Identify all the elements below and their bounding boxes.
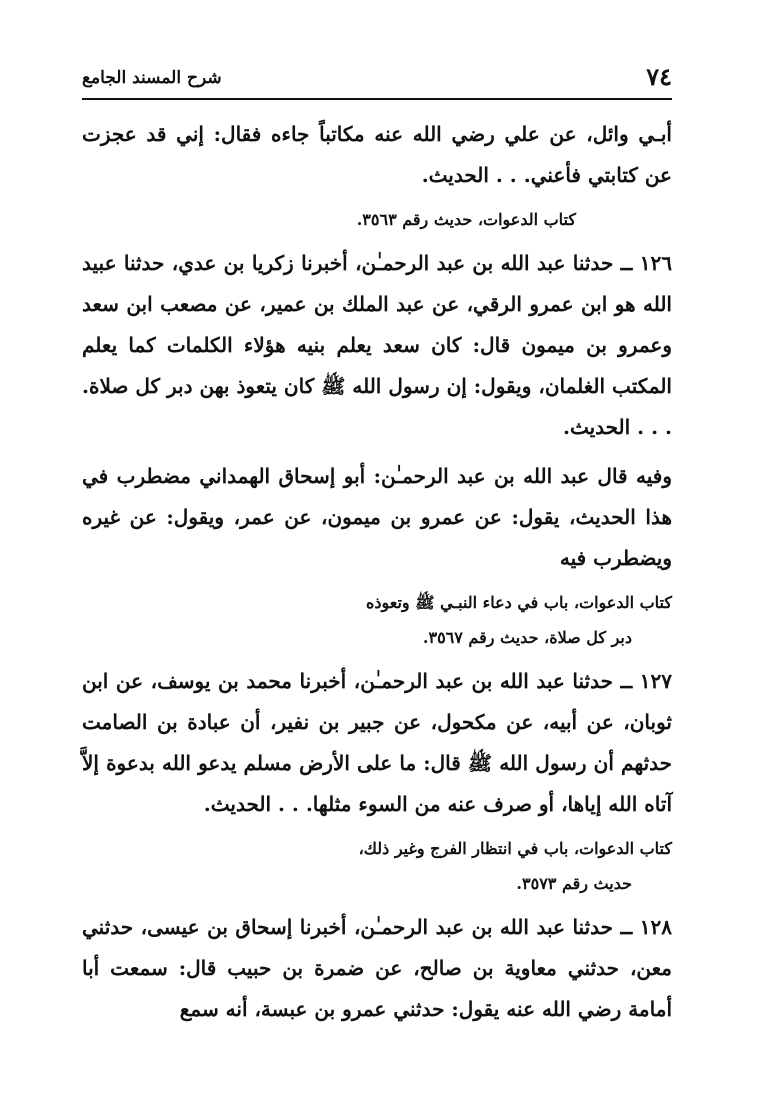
source-reference-line: كتاب الدعوات، باب في انتظار الفرج وغير ذلك، <box>358 839 672 858</box>
book-page <box>82 58 672 1030</box>
source-reference-line: كتاب الدعوات، باب في دعاء النبـي ﷺ وتعوذه <box>365 593 672 612</box>
source-reference <box>82 202 672 237</box>
source-reference <box>82 585 672 655</box>
running-header <box>82 58 672 100</box>
book-title: شرح المسند الجامع <box>82 68 222 88</box>
page-number: ٧٤ <box>646 62 672 91</box>
source-reference-line: كتاب الدعوات، حديث رقم ٣٥٦٣. <box>356 210 576 229</box>
paragraph-continuation: أبـي وائل، عن علي رضي الله عنه مكاتباً جاءه فقال: إني قد عجزت عن كتابتي فأعني. . . الحديث. <box>82 122 672 187</box>
commentary-paragraph: وفيه قال عبد الله بن عبد الرحمـٰن: أبو إسحاق الهمداني مضطرب في هذا الحديث، يقول: عن عمرو بن ميمون، عن عمر، ويقول: عن غيره ويضطرب فيه <box>82 464 672 570</box>
hadith-126: ١٢٦ ــ حدثنا عبد الله بن عبد الرحمـٰن، أخبرنا زكريا بن عدي، حدثنا عبيد الله هو ابن عمرو الرقي، عن عبد الملك بن عمير، عن مصعب ابن سعد وعمرو بن ميمون قال: كان سعد يعلم بنيه هؤلاء الكلمات كما يعلم المكتب الغلمان، ويقول: إن رسول الله ﷺ كان يتعوذ بهن دبر كل صلاة. . . . الحديث. <box>82 251 673 439</box>
hadith-128: ١٢٨ ــ حدثنا عبد الله بن عبد الرحمـٰن، أخبرنا إسحاق بن عيسى، حدثني معن، حدثني معاوية بن صالح، عن ضمرة بن حبيب قال: سمعت أبا أمامة رضي الله عنه يقول: حدثني عمرو بن عبسة، أنه سمع <box>82 915 672 1021</box>
source-reference-line: حديث رقم ٣٥٧٣. <box>516 874 632 893</box>
hadith-127: ١٢٧ ــ حدثنا عبد الله بن عبد الرحمـٰن، أخبرنا محمد بن يوسف، عن ابن ثوبان، عن أبيه، عن مكحول، عن جبير بن نفير، أن عبادة بن الصامت حدثهم أن رسول الله ﷺ قال: ما على الأرض مسلم يدعو الله بدعوة إلاَّ آتاه الله إياها، أو صرف عنه من السوء مثلها. . . الحديث. <box>82 669 672 816</box>
source-reference-line: دبر كل صلاة، حديث رقم ٣٥٦٧. <box>422 628 632 647</box>
source-reference <box>82 831 672 901</box>
